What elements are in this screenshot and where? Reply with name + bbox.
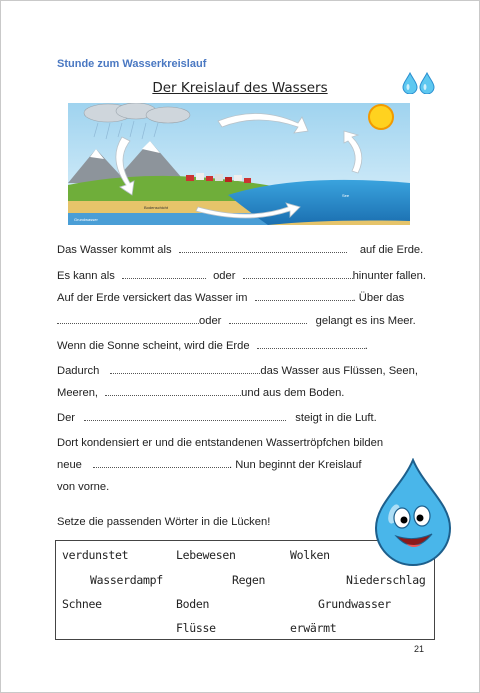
- blank-field[interactable]: [122, 269, 206, 279]
- blank-field[interactable]: [93, 458, 229, 468]
- text-line-4: oder gelangt es ins Meer.: [57, 314, 416, 328]
- word-bank-item[interactable]: verdunstet: [62, 548, 129, 562]
- blank-field[interactable]: [257, 339, 365, 349]
- instruction-text: Setze die passenden Wörter in die Lücken!: [57, 516, 271, 528]
- blank-field[interactable]: [110, 364, 260, 374]
- blank-field[interactable]: [243, 269, 353, 279]
- soil-label: Bodenschicht: [144, 205, 169, 210]
- text-line-9: Dort kondensiert er und die entstandenen Wassertröpfchen bilden: [57, 437, 384, 449]
- text-line-6: Dadurch das Wasser aus Flüssen, Seen,: [57, 365, 418, 377]
- word-bank-item[interactable]: Lebewesen: [176, 548, 236, 562]
- text-line-2: Es kann als oder hinunter fallen.: [57, 270, 426, 282]
- blank-field[interactable]: [255, 291, 353, 301]
- water-drop-mascot-icon: [372, 458, 454, 568]
- sun-icon: [369, 105, 393, 129]
- text-line-10: neue . Nun beginnt der Kreislauf: [57, 459, 362, 471]
- text-line-1: Das Wasser kommt als auf die Erde.: [57, 244, 424, 256]
- word-bank-item[interactable]: Grundwasser: [318, 597, 391, 611]
- word-bank-item[interactable]: Schnee: [62, 597, 102, 611]
- blank-field[interactable]: [229, 314, 307, 324]
- word-bank-item[interactable]: erwärmt: [290, 621, 337, 635]
- water-cycle-diagram: [68, 103, 410, 225]
- groundwater-label: Grundwasser: [74, 217, 98, 222]
- text-line-7: Meeren, und aus dem Boden.: [57, 387, 345, 399]
- word-bank-item[interactable]: Wolken: [290, 548, 330, 562]
- page-number: 21: [414, 644, 425, 654]
- word-bank-item[interactable]: Niederschlag: [346, 573, 426, 587]
- lake-label: See: [342, 193, 350, 198]
- text-line-8: Der steigt in die Luft.: [57, 412, 377, 424]
- worksheet-title: Der Kreislauf des Wassers: [152, 80, 328, 96]
- word-bank-item[interactable]: Wasserdampf: [90, 573, 163, 587]
- blank-field[interactable]: [57, 314, 199, 324]
- lesson-title: Stunde zum Wasserkreislauf: [57, 58, 207, 70]
- blank-field[interactable]: [84, 411, 286, 421]
- text-line-3: Auf der Erde versickert das Wasser im . Über das: [57, 292, 405, 304]
- text-line-11: von vorne.: [57, 481, 110, 493]
- blank-field[interactable]: [105, 386, 241, 396]
- blank-field[interactable]: [179, 243, 347, 253]
- word-bank-item[interactable]: Boden: [176, 597, 210, 611]
- word-bank-item[interactable]: Regen: [232, 573, 266, 587]
- word-bank-item[interactable]: Flüsse: [176, 621, 216, 635]
- text-line-5: Wenn die Sonne scheint, wird die Erde .: [57, 340, 368, 352]
